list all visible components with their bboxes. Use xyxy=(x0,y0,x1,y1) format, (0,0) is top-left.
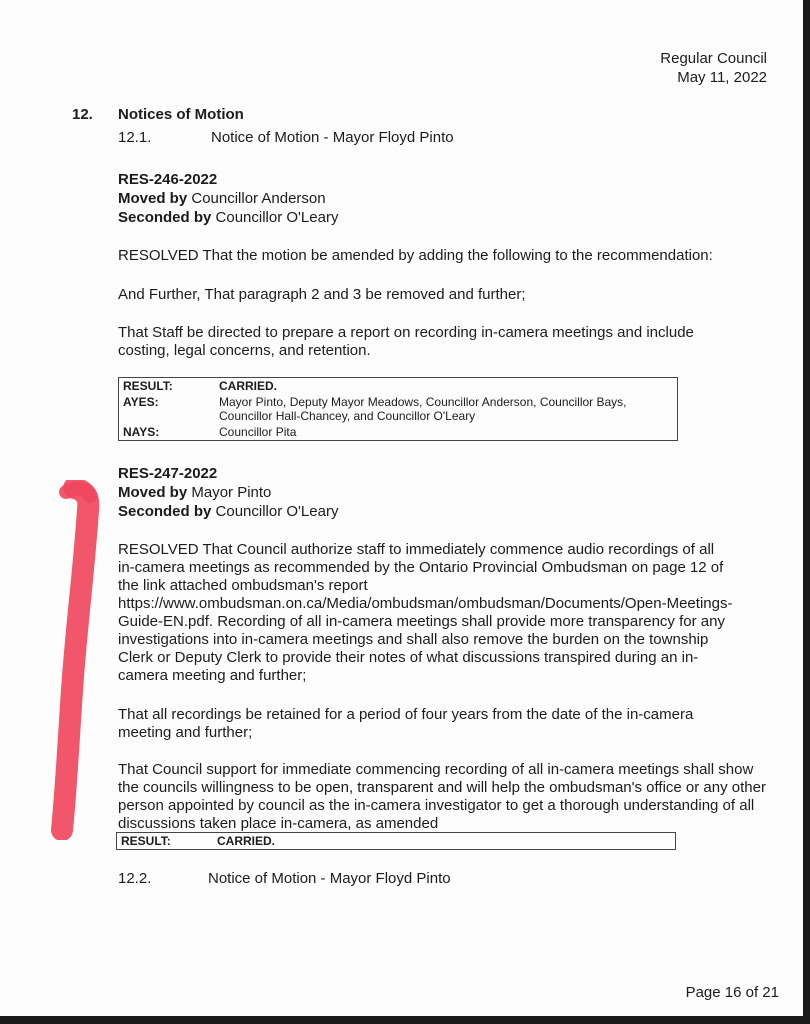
moved-by-line: Moved by Councillor Anderson xyxy=(118,190,326,207)
section-number: 12. xyxy=(72,106,93,123)
ayes-value: Mayor Pinto, Deputy Mayor Meadows, Councillor Anderson, Councillor Bays, Councillor Hall-Chancey, and Councillor O'Leary xyxy=(219,395,627,423)
nays-value: Councillor Pita xyxy=(219,425,297,439)
result-label: RESULT: xyxy=(123,379,173,393)
resolution-res-246-header xyxy=(118,170,338,227)
ombudsman-report-link: https://www.ombudsman.on.ca/Media/ombudsman/ombudsman/Documents/Open-Meetings- xyxy=(118,595,733,612)
result-value: CARRIED. xyxy=(219,379,278,393)
section-title: Notices of Motion xyxy=(118,106,244,123)
moved-by-line: Moved by Mayor Pinto xyxy=(118,484,272,501)
page-header xyxy=(660,49,767,87)
resolution-paragraph: RESOLVED That Council authorize staff to immediately commence audio recordings of all in-camera meetings as recommended by the Ontario Provincial Ombudsman on page 12 of the link attached ombudsman's report https://www.ombudsman.on.ca/Media/ombudsman/ombudsman/Documents/Open-Meetings- Guide-EN.pdf. Recording of all in-camera meetings shall provide more transparency for any investigations into in-camera meetings and shall also remove the burden on the township Clerk or Deputy Clerk to provide their notes of what discussions transpired during an in- camera meeting and further; xyxy=(118,541,733,684)
resolution-paragraph: That all recordings be retained for a period of four years from the date of the in-camera meeting and further; xyxy=(118,706,694,741)
resolution-res-247-header xyxy=(118,464,338,521)
red-highlighter-mark xyxy=(46,480,104,840)
header-meeting-name: Regular Council xyxy=(660,50,767,67)
ayes-label: AYES: xyxy=(123,395,159,409)
result-value: CARRIED. xyxy=(217,834,276,848)
subsection-number: 12.1. xyxy=(118,129,152,146)
header-date: May 11, 2022 xyxy=(677,69,767,86)
resolution-id: RES-246-2022 xyxy=(118,171,218,188)
result-table xyxy=(116,832,676,850)
resolution-id: RES-247-2022 xyxy=(118,465,218,482)
subsection-title: Notice of Motion - Mayor Floyd Pinto xyxy=(208,870,451,887)
resolution-paragraph: And Further, That paragraph 2 and 3 be removed and further; xyxy=(118,286,526,303)
seconded-by-line: Seconded by Councillor O'Leary xyxy=(118,503,339,520)
resolution-paragraph: That Staff be directed to prepare a report on recording in-camera meetings and include costing, legal concerns, and retention. xyxy=(118,324,694,359)
seconded-by-line: Seconded by Councillor O'Leary xyxy=(118,209,339,226)
resolution-paragraph: RESOLVED That the motion be amended by adding the following to the recommendation: xyxy=(118,247,713,264)
subsection-title: Notice of Motion - Mayor Floyd Pinto xyxy=(211,129,454,146)
result-label: RESULT: xyxy=(121,834,171,848)
resolution-paragraph: That Council support for immediate commencing recording of all in-camera meetings shall show the councils willingness to be open, transparent and will help the ombudsman's office or any other person appointed by council as the in-camera investigator to get a thorough understanding of all discussions taken place in-camera, as amended xyxy=(118,761,766,832)
subsection-number: 12.2. xyxy=(118,870,152,887)
nays-label: NAYS: xyxy=(123,425,160,439)
page-number: Page 16 of 21 xyxy=(685,984,779,1001)
result-table xyxy=(118,377,678,441)
